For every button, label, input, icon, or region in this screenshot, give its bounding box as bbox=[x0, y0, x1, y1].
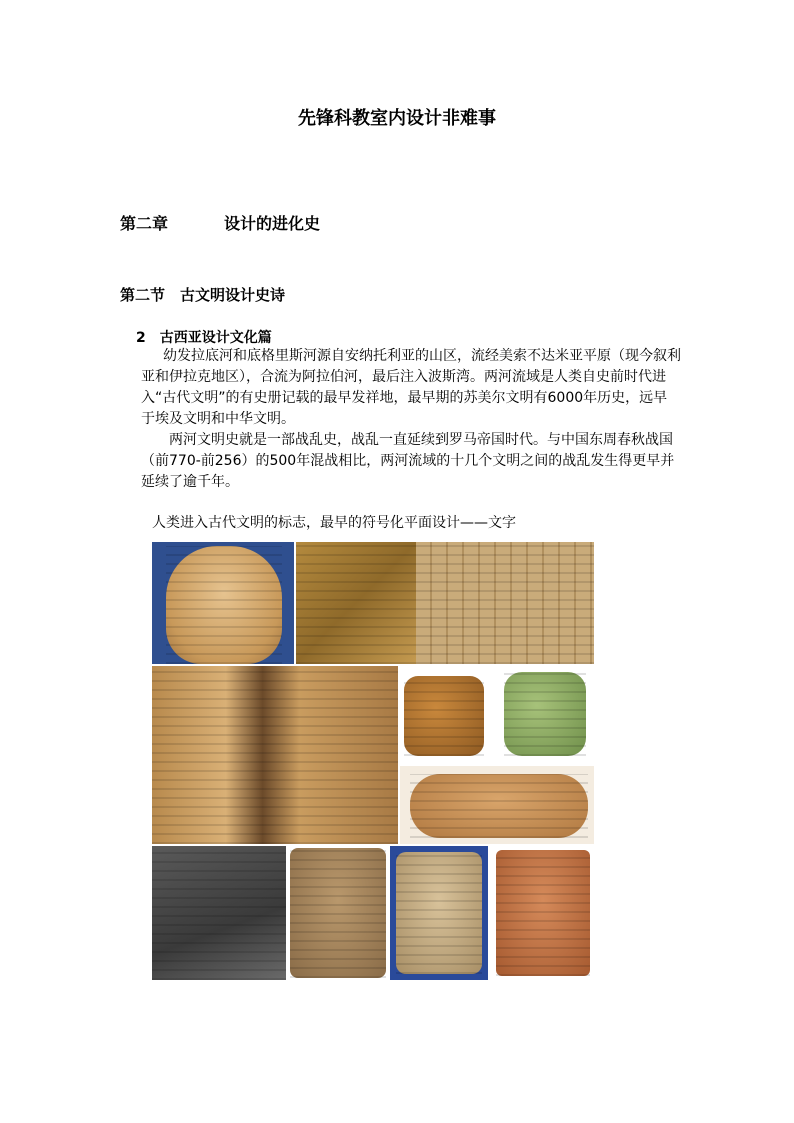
cuneiform-tablet-image bbox=[288, 846, 388, 980]
green-tablet-image bbox=[496, 666, 594, 762]
chapter-title: 设计的进化史 bbox=[224, 214, 321, 233]
document-title: 先锋科教室内设计非难事 bbox=[298, 108, 496, 129]
clay-tablet-image bbox=[400, 666, 492, 762]
oracle-bone-image bbox=[152, 542, 294, 664]
red-tablet-image bbox=[490, 846, 594, 980]
section-heading: 第二节 古文明设计史诗 bbox=[120, 286, 286, 304]
subsection-heading: 2 古西亚设计文化篇 bbox=[136, 330, 272, 346]
paragraph-text: 两河文明史就是一部战乱史，战乱一直延续到罗马帝国时代。与中国东周春秋战国（前770-前256）的500年混战相比，两河流域的十几个文明之间的战乱发生得更早并延续了逾千年。 bbox=[141, 432, 675, 490]
temple-corridor-image bbox=[152, 666, 398, 844]
oval-tablet-image bbox=[400, 766, 594, 844]
paragraph bbox=[141, 430, 681, 493]
paragraph-text: 幼发拉底河和底格里斯河源自安纳托利亚的山区，流经美索不达米亚平原（现今叙利亚和伊拉克地区），合流为阿拉伯河，最后注入波斯湾。两河流域是人类自史前时代进入“古代文明”的有史册记载的最早发祥地，最早期的苏美尔文明有6000年历史，远早于埃及文明和中华文明。 bbox=[141, 348, 681, 427]
grey-tablet-image bbox=[152, 846, 286, 980]
fragment-tablet-image bbox=[390, 846, 488, 980]
carved-stone-image bbox=[296, 542, 416, 664]
hieroglyph-wall-image bbox=[416, 542, 594, 664]
paragraph bbox=[141, 346, 681, 430]
chapter-number: 第二章 bbox=[120, 214, 169, 233]
figure-caption: 人类进入古代文明的标志，最早的符号化平面设计——文字 bbox=[152, 515, 516, 531]
